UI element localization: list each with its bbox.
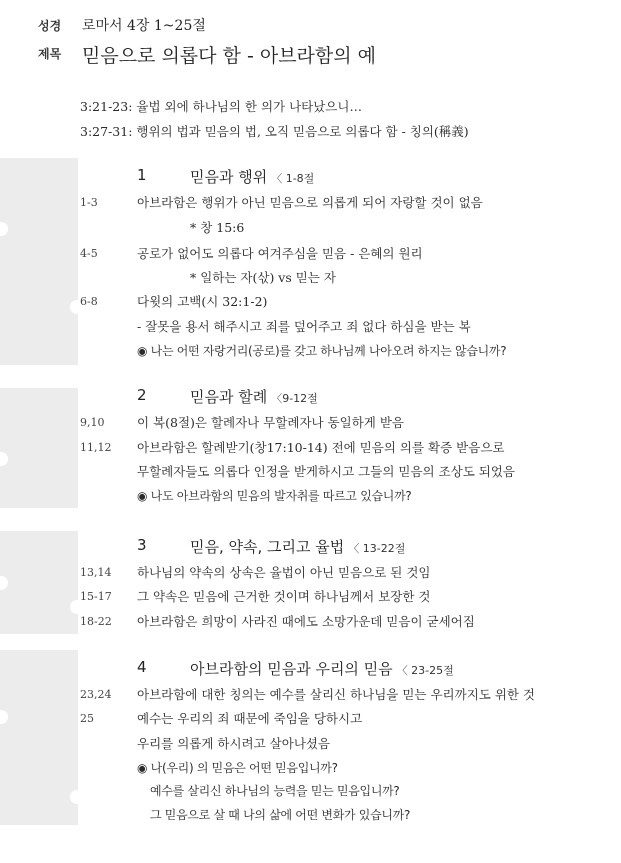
- verse-ref: 4-5: [80, 247, 98, 260]
- section-title-text: 믿음과 할례: [190, 388, 268, 406]
- section-verse-range: 〈 1-8절: [271, 172, 315, 185]
- section-line: * 창 15:6: [190, 220, 245, 235]
- question-line: 그 믿음으로 살 때 나의 삶에 어떤 변화가 있습니까?: [150, 808, 411, 822]
- section-line: * 일하는 자(삯) vs 믿는 자: [190, 270, 336, 285]
- verse-ref: 9,10: [80, 416, 105, 429]
- verse-ref: 23,24: [80, 688, 112, 701]
- section-number: 2: [137, 386, 147, 404]
- section-band-1: [0, 158, 78, 365]
- question-line: ◉ 나(우리) 의 믿음은 어떤 믿음입니까?: [137, 761, 338, 775]
- section-line: 공로가 없어도 의롭다 여겨주심을 믿음 - 은혜의 원리: [137, 246, 423, 261]
- verse-ref: 11,12: [80, 441, 112, 454]
- section-band-2: [0, 388, 78, 508]
- section-number: 1: [137, 166, 147, 184]
- section-title: [190, 658, 454, 679]
- verse-ref: 1-3: [80, 196, 98, 209]
- page-title: 믿음으로 의롭다 함 - 아브라함의 예: [82, 45, 377, 67]
- section-number: 3: [137, 536, 147, 554]
- intro-line: 3:21-23: 율법 외에 하나님의 한 의가 나타났으니…: [80, 99, 362, 114]
- section-title-text: 믿음과 행위: [190, 168, 268, 186]
- section-title-text: 아브라함의 믿음과 우리의 믿음: [190, 660, 393, 678]
- verse-ref: 18-22: [80, 615, 112, 628]
- section-line: 예수는 우리의 죄 때문에 죽임을 당하시고: [137, 711, 363, 726]
- section-title: [190, 536, 405, 557]
- section-title-text: 믿음, 약속, 그리고 율법: [190, 538, 345, 556]
- section-line: 아브라함은 행위가 아닌 믿음으로 의롭게 되어 자랑할 것이 없음: [137, 195, 483, 210]
- puzzle-notch: [70, 790, 84, 804]
- scripture-reference: 로마서 4장 1~25절: [82, 18, 206, 34]
- section-line: - 잘못을 용서 해주시고 죄를 덮어주고 죄 없다 하심을 받는 복: [137, 319, 471, 334]
- section-verse-range: 〈9-12절: [271, 392, 318, 405]
- verse-ref: 6-8: [80, 295, 98, 308]
- question-line: ◉ 나도 아브라함의 믿음의 발자취를 따르고 있습니까?: [137, 489, 412, 503]
- question-line: ◉ 나는 어떤 자랑거리(공로)를 갖고 하나님께 나아오려 하지는 않습니까?: [137, 344, 507, 358]
- section-band-4: [0, 650, 78, 825]
- section-line: 다윗의 고백(시 32:1-2): [137, 294, 268, 309]
- scripture-label: 성경: [38, 19, 62, 33]
- section-title: [190, 166, 314, 187]
- section-verse-range: 〈 23-25절: [396, 664, 454, 677]
- section-line: 하나님의 약속의 상속은 율법이 아닌 믿음으로 된 것임: [137, 565, 431, 580]
- section-line: 이 복(8절)은 할례자나 무할례자나 동일하게 받음: [137, 415, 404, 430]
- title-label: 제목: [38, 47, 62, 61]
- section-verse-range: 〈 13-22절: [348, 542, 406, 555]
- section-band-3: [0, 531, 78, 634]
- section-line: 그 약속은 믿음에 근거한 것이며 하나님께서 보장한 것: [137, 589, 431, 604]
- section-line: 우리를 의롭게 하시려고 살아나셨음: [137, 736, 331, 751]
- verse-ref: 25: [80, 712, 94, 725]
- section-line: 아브라함은 할례받기(창17:10-14) 전에 믿음의 의를 확증 받음으로: [137, 440, 505, 455]
- section-title: [190, 386, 318, 407]
- verse-ref: 15-17: [80, 590, 112, 603]
- section-line: 무할례자들도 의롭다 인정을 받게하시고 그들의 믿음의 조상도 되었음: [137, 464, 515, 479]
- section-number: 4: [137, 658, 147, 676]
- verse-ref: 13,14: [80, 566, 112, 579]
- intro-line: 3:27-31: 행위의 법과 믿음의 법, 오직 믿음으로 의롭다 함 - 칭의(稱義): [80, 124, 469, 139]
- section-line: 아브라함은 희망이 사라진 때에도 소망가운데 믿음이 굳세어짐: [137, 614, 475, 629]
- question-line: 예수를 살리신 하나님의 능력을 믿는 믿음입니까?: [150, 784, 400, 798]
- section-line: 아브라함에 대한 칭의는 예수를 살리신 하나님을 믿는 우리까지도 위한 것: [137, 687, 536, 702]
